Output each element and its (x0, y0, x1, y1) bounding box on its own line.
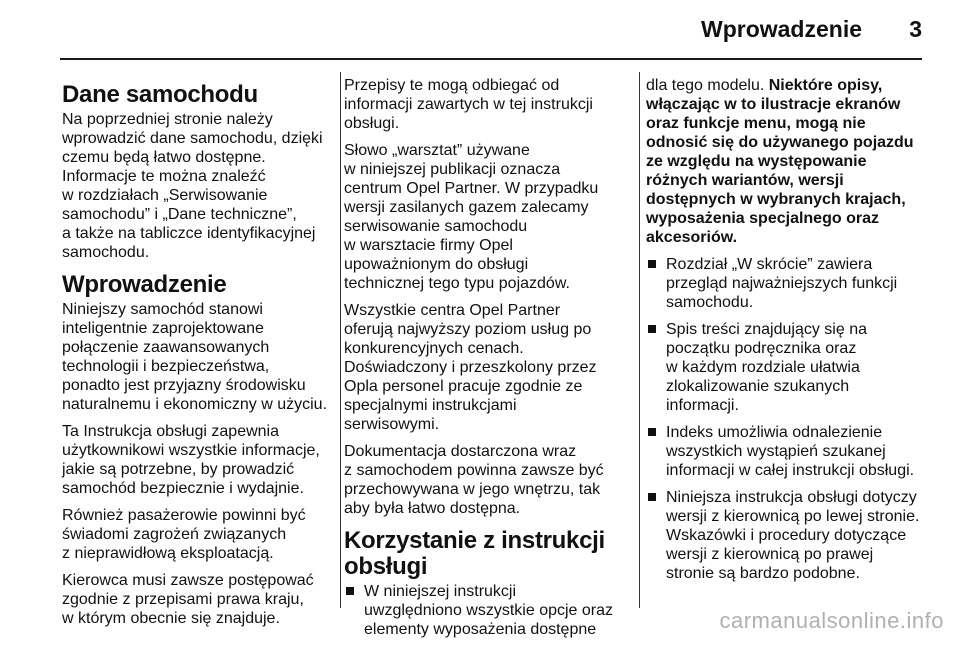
square-bullet-icon (346, 587, 354, 595)
paragraph: Słowo „warsztat” używane w niniejszej publikacji oznacza centrum Opel Partner. W przypadku wersji zasilanych gazem zalecamy serwisowanie samochodu w warsztacie firmy Opel upoważnionym do obsługi technicznej tego typu pojazdów. (344, 142, 599, 292)
running-title: Wprowadzenie (700, 16, 862, 42)
page-number: 3 (909, 16, 922, 42)
paragraph: Wszystkie centra Opel Partner oferują najwyższy poziom usług po konkurencyjnych cenach. Doświadczony i przeszkolony przez Opla personel pracuje zgodnie ze specjalnymi instrukcjami serwisowymi. (344, 302, 597, 433)
list-item-text: Rozdział „W skrócie” zawiera przegląd najważniejszych funkcji samochodu. (666, 256, 898, 311)
list-item (344, 582, 634, 639)
paragraph: Niniejszy samochód stanowi inteligentnie zaprojektowane połączenie zaawansowanych technologii i bezpieczeństwa, ponadto jest przyjazny środowisku naturalnemu i ekonomiczny w użyciu. (62, 301, 328, 413)
list-item (646, 255, 942, 312)
bullet-list (344, 582, 634, 639)
column-divider-1 (340, 72, 341, 608)
paragraph-bold-note: Niektóre opisy, włączając w to ilustracje ekranów oraz funkcje menu, mogą nie odnosić się do używanego pojazdu ze względu na występowanie różnych wariantów, wersji dostępnych w wybranych krajach, wyposażenia specjalnego oraz akcesoriów. (646, 77, 914, 246)
section-heading-introduction: Wprowadzenie (62, 271, 227, 298)
list-item (646, 320, 942, 415)
paragraph: Również pasażerowie powinni być świadomi zagrożeń związanych z nieprawidłową eksploatacją. (62, 507, 306, 562)
paragraph: Przepisy te mogą odbiegać od informacji zawartych w tej instrukcji obsługi. (344, 77, 593, 132)
paragraph: Na poprzedniej stronie należy wprowadzić dane samochodu, dzięki czemu będą łatwo dostępne. Informacje te można znaleźć w rozdziałach „Serwisowanie samochodu” i „Dane techniczne”, a także na tabliczce identyfikacyjnej samochodu. (62, 111, 323, 261)
square-bullet-icon (648, 493, 656, 501)
list-item-text: Niniejsza instrukcja obsługi dotyczy wersji z kierownicą po lewej stronie. Wskazówki i procedury dotyczące wersji z kierownicą po prawej stronie są bardzo podobne. (666, 489, 920, 582)
section-heading-using-manual: Korzystanie z instrukcji obsługi (344, 527, 605, 580)
paragraph: Ta Instrukcja obsługi zapewnia użytkownikowi wszystkie informacje, jakie są potrzebne, by prowadzić samochód bezpiecznie i wydajnie. (62, 423, 320, 497)
bullet-list (646, 255, 942, 583)
list-item-text: Spis treści znajdujący się na początku podręcznika oraz w każdym rozdziale ułatwia zlokalizowanie szukanych informacji. (666, 321, 867, 414)
list-item (646, 488, 942, 583)
section-heading-vehicle-data: Dane samochodu (62, 81, 258, 108)
column-1 (62, 68, 334, 636)
square-bullet-icon (648, 260, 656, 268)
square-bullet-icon (648, 325, 656, 333)
paragraph (646, 76, 942, 247)
paragraph-continuation: dla tego modelu. (646, 77, 769, 94)
list-item-text: W niniejszej instrukcji uwzględniono wszystkie opcje oraz elementy wyposażenia dostępne (364, 583, 614, 638)
column-divider-2 (639, 72, 640, 608)
list-item (646, 423, 942, 480)
header-rule (60, 58, 922, 60)
column-2 (344, 76, 634, 647)
paragraph: Kierowca musi zawsze postępować zgodnie z przepisami prawa kraju, w którym obecnie się znajduje. (62, 572, 314, 627)
column-3 (646, 76, 942, 591)
page-header (0, 0, 960, 52)
square-bullet-icon (648, 428, 656, 436)
list-item-text: Indeks umożliwia odnalezienie wszystkich wystąpień szukanej informacji w całej instrukcji obsługi. (666, 424, 915, 479)
watermark: carmanualsonline.info (719, 608, 944, 633)
paragraph: Dokumentacja dostarczona wraz z samochodem powinna zawsze być przechowywana w jego wnętrzu, tak aby była łatwo dostępna. (344, 443, 604, 517)
